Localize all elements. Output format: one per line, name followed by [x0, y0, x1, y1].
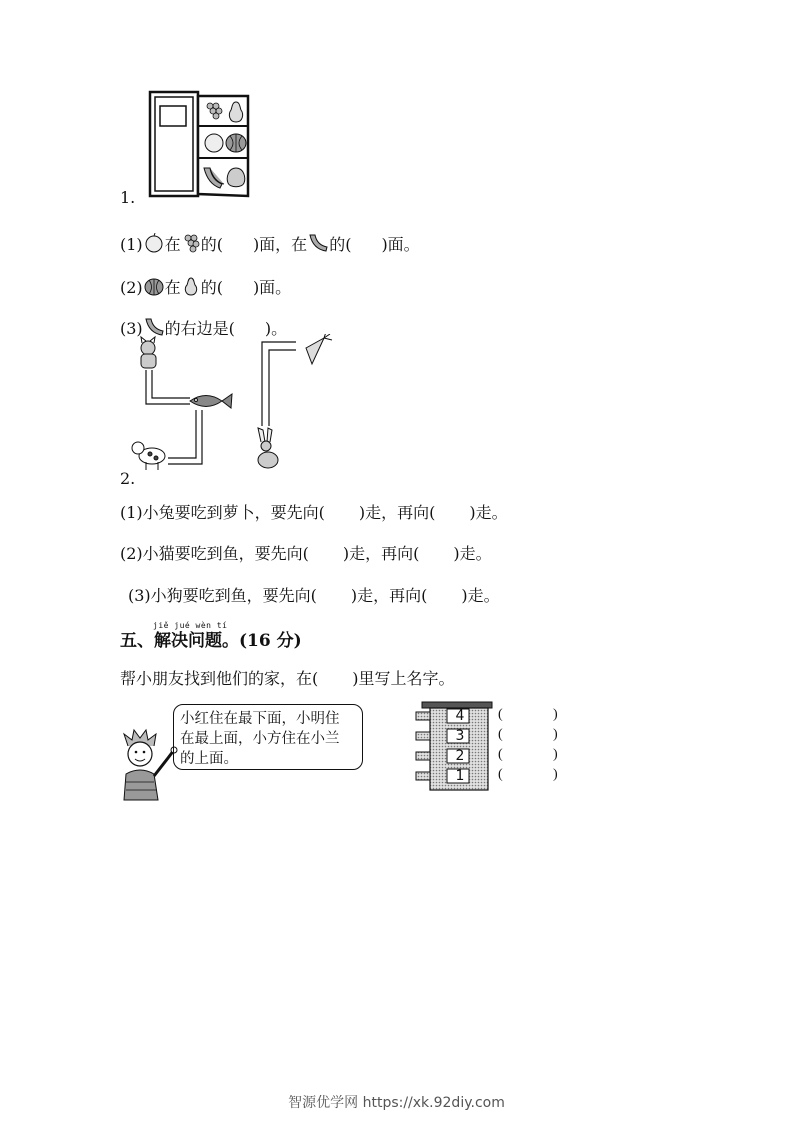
banana-icon [307, 233, 329, 253]
answer-paren-close: ) [553, 727, 558, 742]
question-2-line-1: (1)小兔要吃到萝卜，要先向( )走，再向( )走。 [120, 503, 508, 522]
boy-icon [118, 728, 180, 802]
answer-paren-open: ( [498, 707, 503, 722]
answer-paren-open: ( [498, 747, 503, 762]
path-diagram [128, 334, 338, 474]
question-2-number: 2. [120, 469, 136, 488]
section-5-pinyin: jiě jué wèn tí [153, 621, 228, 630]
question-1-line-3: (3) 的右边是( )。 [120, 319, 288, 338]
carrot-icon [306, 334, 332, 364]
apple-icon [143, 233, 165, 253]
answer-paren-close: ) [553, 747, 558, 762]
floor-label-2: 2 [455, 748, 465, 764]
answer-paren-close: ) [553, 707, 558, 722]
pear-icon [181, 276, 201, 296]
fridge-icon [148, 90, 252, 200]
peach-icon [227, 168, 244, 187]
apple-icon [205, 134, 223, 152]
rabbit-icon [258, 428, 278, 468]
answer-paren-close: ) [553, 767, 558, 782]
question-1-number: 1. [120, 188, 136, 207]
answer-paren-open: ( [498, 767, 503, 782]
watermelon-icon [226, 134, 246, 152]
floor-label-3: 3 [455, 728, 465, 744]
section-5-instruction: 帮小朋友找到他们的家，在( )里写上名字。 [120, 669, 455, 688]
question-2-line-3: (3)小狗要吃到鱼，要先向( )走，再向( )走。 [128, 586, 500, 605]
dog-icon [132, 442, 165, 470]
floor-label-1: 1 [455, 768, 465, 784]
watermelon-icon [143, 276, 165, 296]
answer-paren-open: ( [498, 727, 503, 742]
floor-label-4: 4 [455, 708, 465, 724]
question-2-line-2: (2)小猫要吃到鱼，要先向( )走，再向( )走。 [120, 544, 492, 563]
grapes-icon [181, 233, 201, 253]
speech-bubble: 小红住在最下面，小明住 在最上面，小方住在小兰 的上面。 [173, 704, 363, 770]
cat-icon [141, 337, 156, 368]
fish-icon [190, 394, 232, 408]
section-5-title: 五、解决问题。(16 分) [120, 631, 302, 651]
question-1-line-1: (1) 在 的( )面，在 的( )面。 [120, 235, 420, 254]
question-1-line-2: (2) 在 的( )面。 [120, 278, 292, 297]
footer-watermark: 智源优学网 https://xk.92diy.com [288, 1095, 505, 1111]
